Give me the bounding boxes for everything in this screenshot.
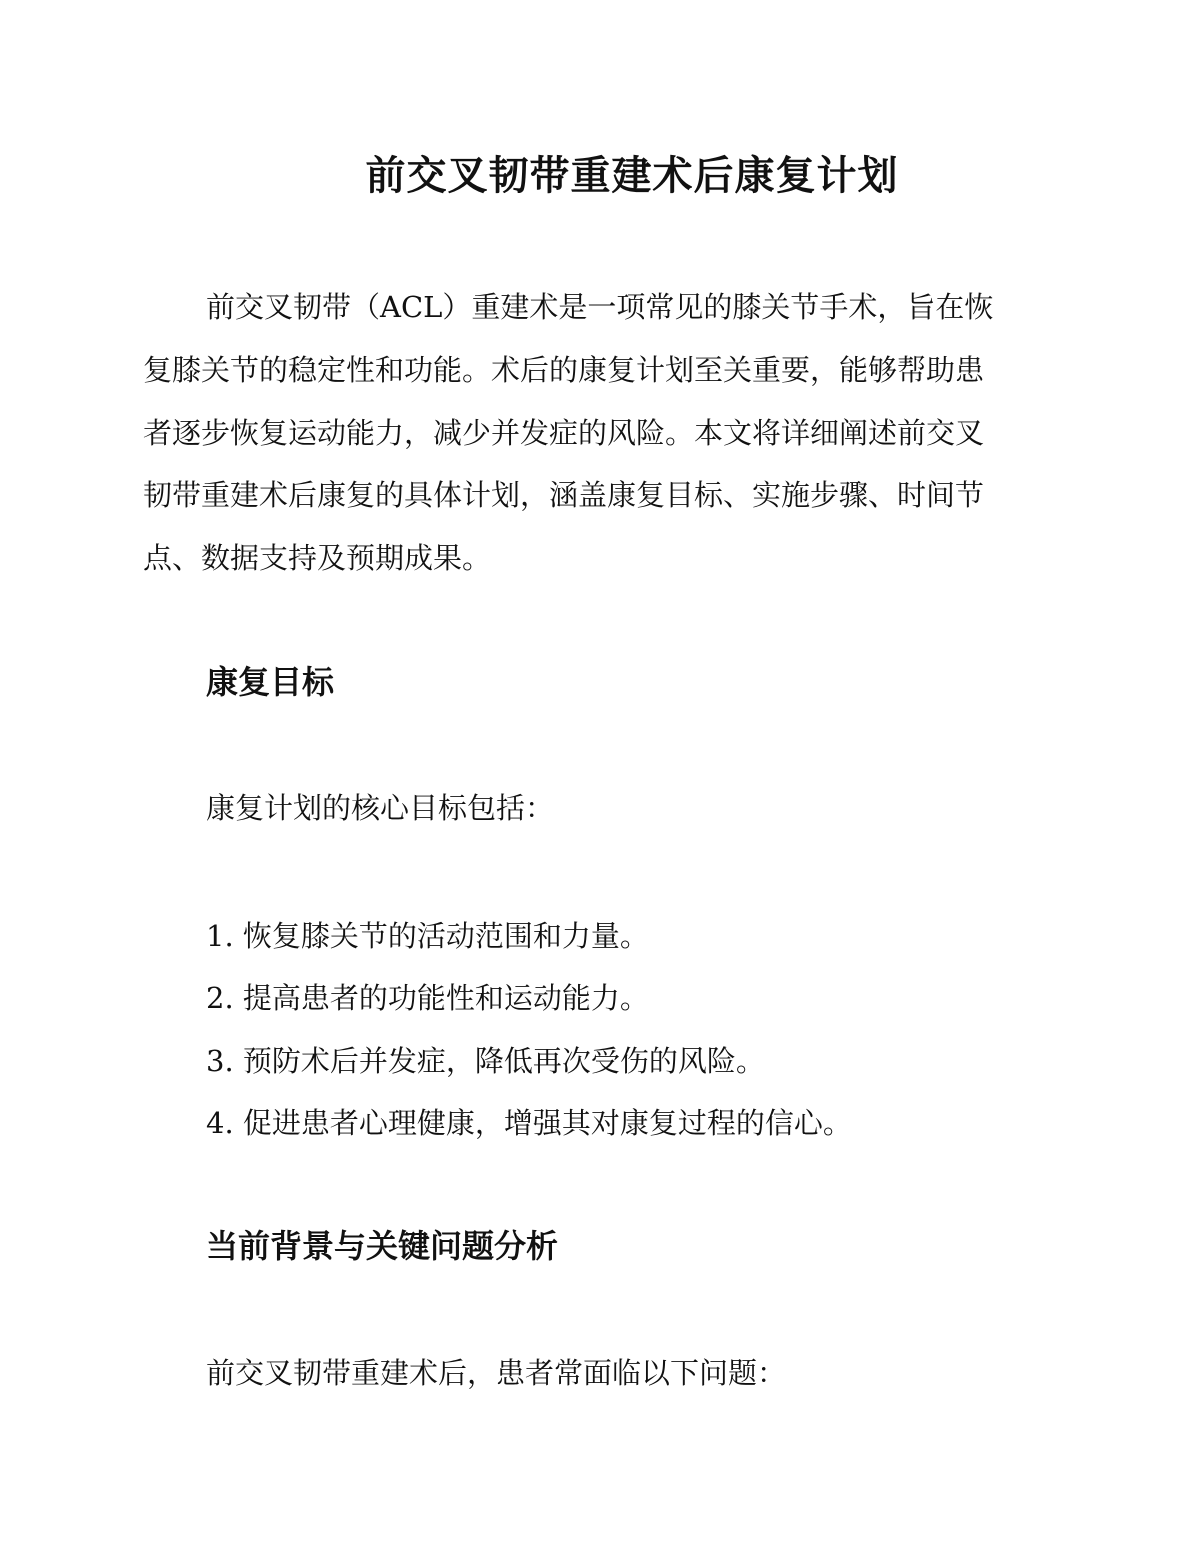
document-title: 前交叉韧带重建术后康复计划	[365, 153, 899, 199]
goals-lead-text: 康复计划的核心目标包括：	[206, 791, 555, 825]
list-item: 1. 恢复膝关节的活动范围和力量。	[206, 919, 649, 953]
list-item: 2. 提高患者的功能性和运动能力。	[206, 981, 649, 1015]
list-item: 3. 预防术后并发症，降低再次受伤的风险。	[206, 1044, 765, 1078]
intro-line: 者逐步恢复运动能力，减少并发症的风险。本文将详细阐述前交叉	[143, 416, 985, 450]
background-lead-text: 前交叉韧带重建术后，患者常面临以下问题：	[206, 1356, 787, 1390]
section-heading-background: 当前背景与关键问题分析	[206, 1227, 559, 1265]
intro-line: 复膝关节的稳定性和功能。术后的康复计划至关重要，能够帮助患	[143, 353, 985, 387]
intro-line: 点、数据支持及预期成果。	[143, 541, 492, 575]
list-item: 4. 促进患者心理健康，增强其对康复过程的信心。	[206, 1106, 852, 1140]
intro-line: 前交叉韧带（ACL）重建术是一项常见的膝关节手术，旨在恢	[206, 290, 994, 324]
section-heading-goals: 康复目标	[206, 663, 335, 701]
intro-line: 韧带重建术后康复的具体计划，涵盖康复目标、实施步骤、时间节	[143, 478, 985, 512]
